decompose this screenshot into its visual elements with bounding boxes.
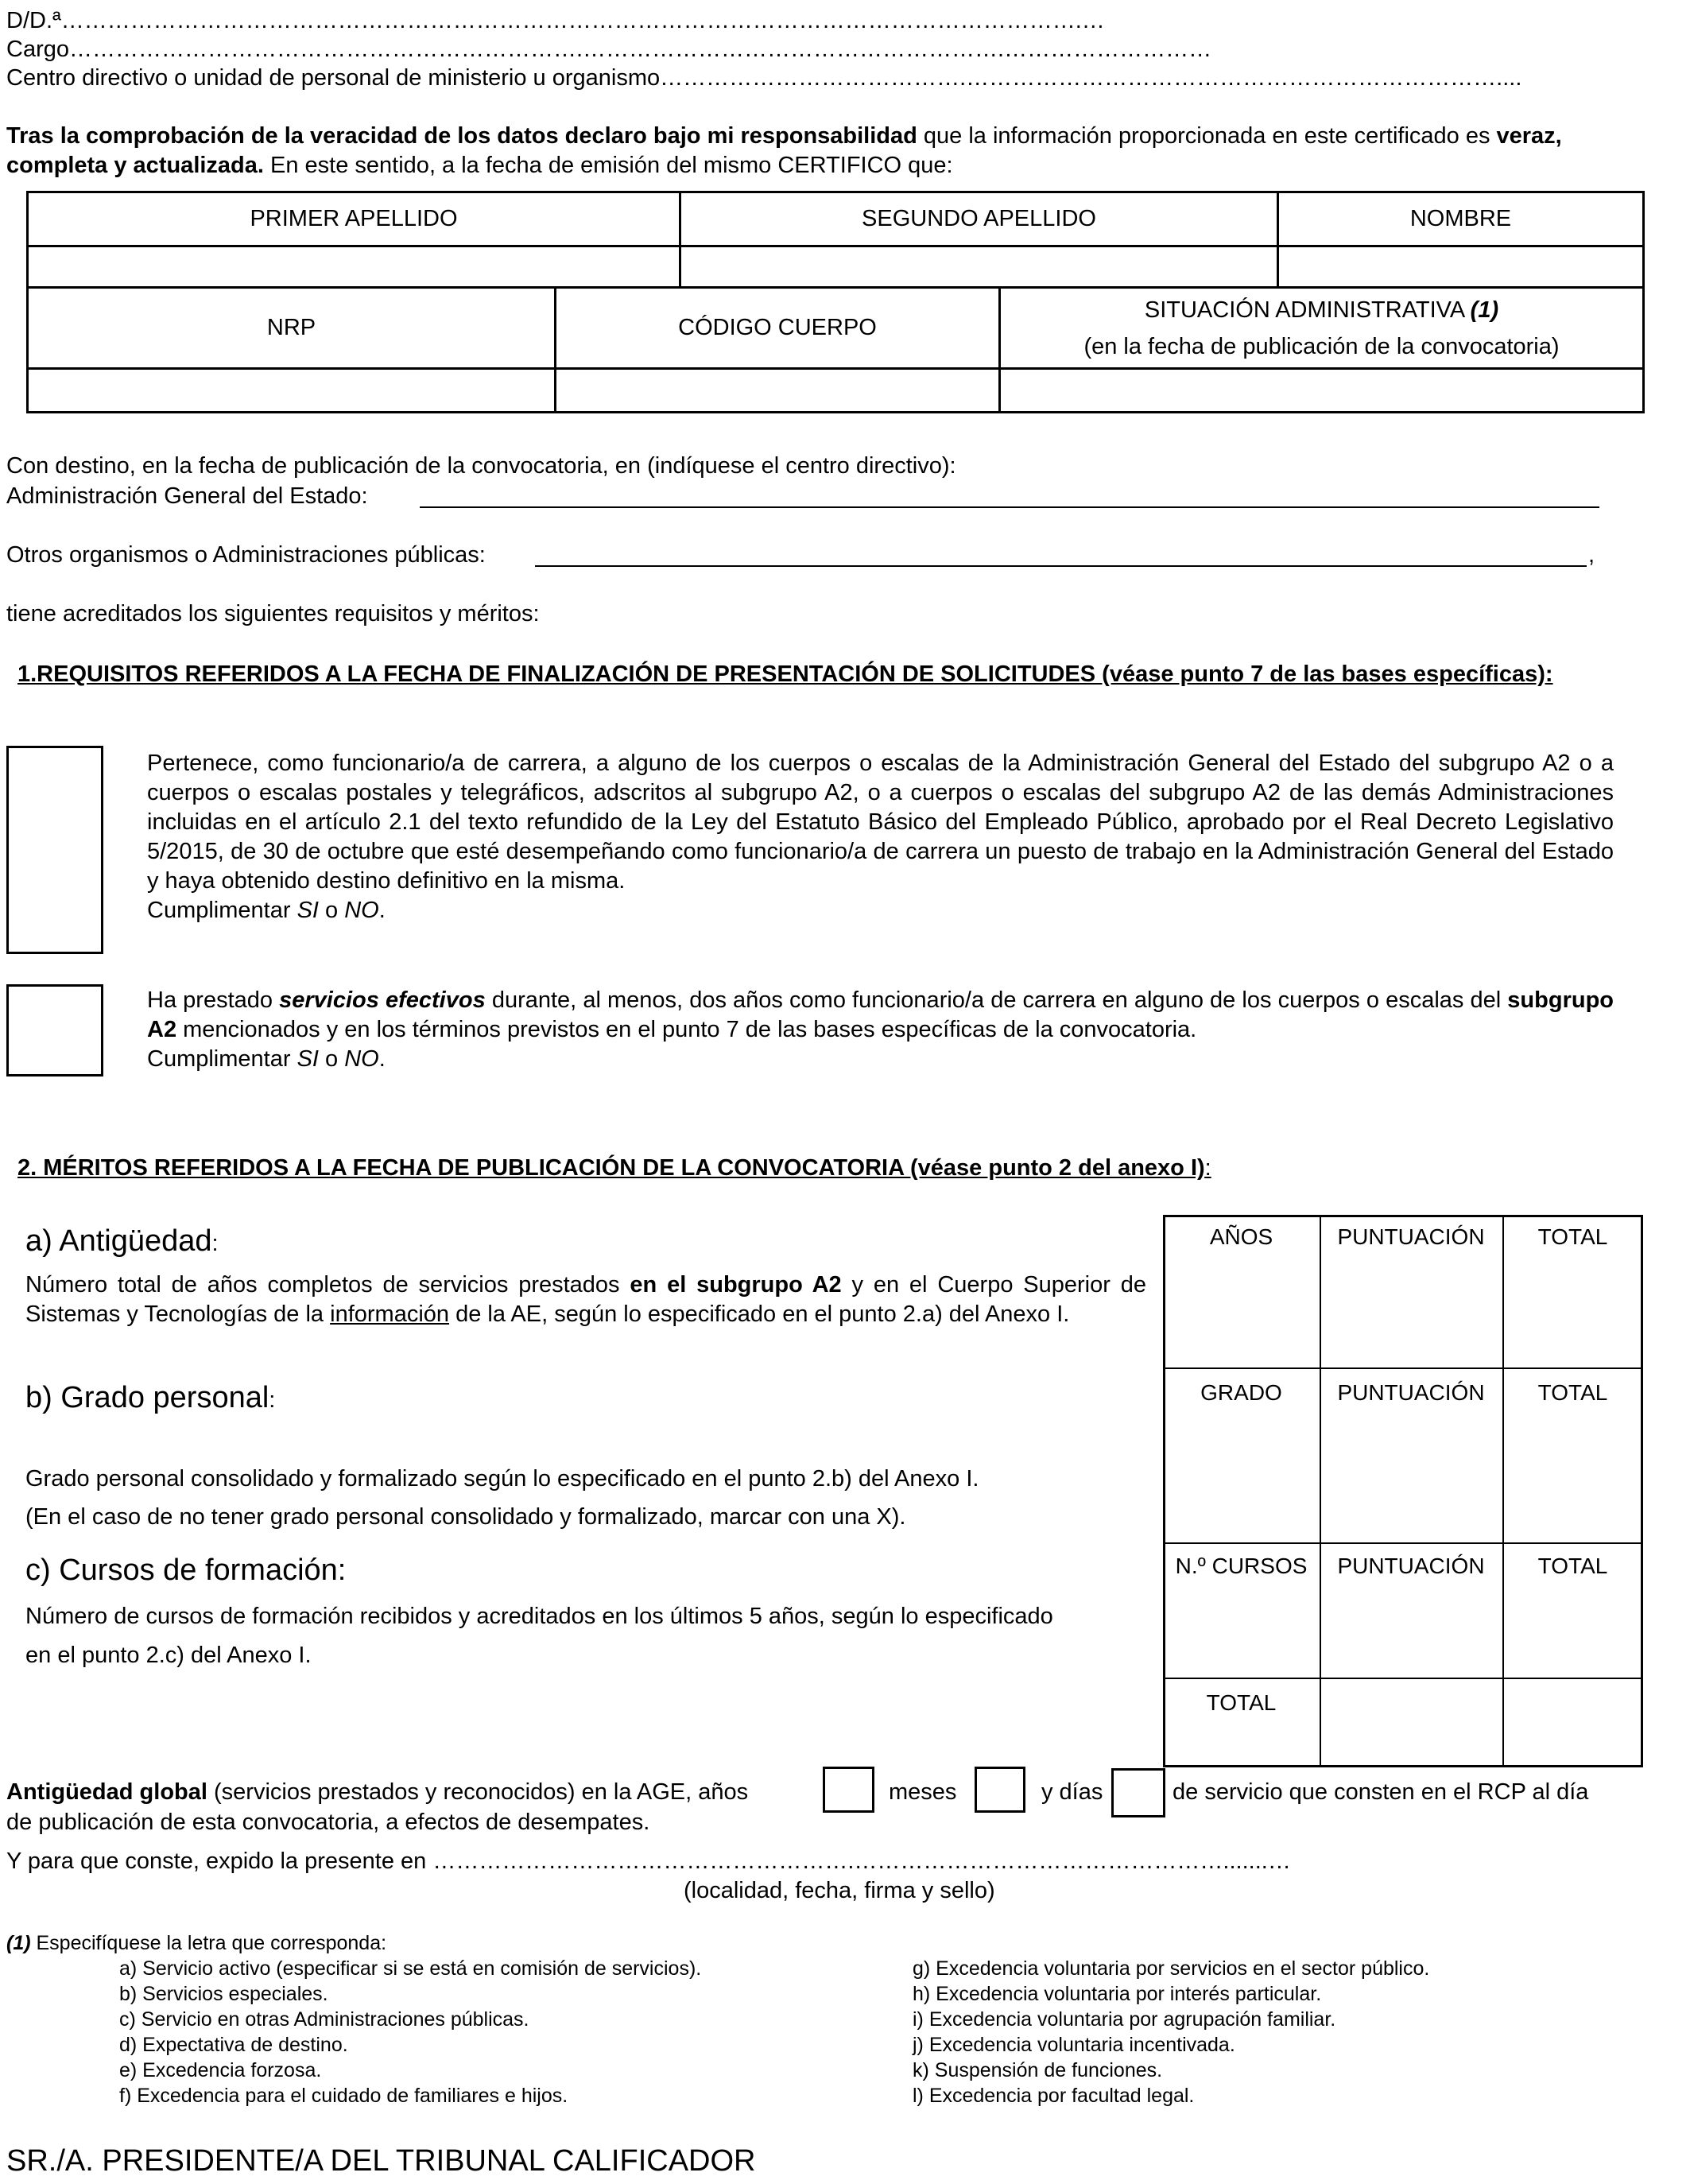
cargo-label: Cargo	[6, 37, 69, 62]
merits-head-total-c: TOTAL	[1537, 1554, 1608, 1578]
req2-dot: .	[378, 1046, 386, 1072]
merits-row-divider-2	[1163, 1542, 1643, 1544]
global-text: (servicios prestados y reconocidos) en la AGE, años	[207, 1779, 749, 1805]
merit-a-text	[25, 1270, 1146, 1329]
global-meses-label: meses	[889, 1779, 957, 1805]
merits-head-total-a: TOTAL	[1537, 1224, 1608, 1249]
footnote-ref: (1)	[6, 1932, 31, 1954]
req1-checkbox[interactable]	[6, 746, 103, 954]
footnote-left-list	[119, 1956, 701, 2108]
merit-b-title-text: b) Grado personal	[25, 1381, 269, 1414]
req2-checkbox[interactable]	[6, 984, 103, 1076]
segundo-apellido-input[interactable]	[680, 246, 1278, 288]
merits-head-puntuacion-c: PUNTUACIÓN	[1337, 1554, 1485, 1578]
global-label	[6, 1778, 748, 1806]
req2-no: NO	[344, 1046, 379, 1072]
merits-head-total-b: TOTAL	[1537, 1380, 1608, 1405]
merit-a-text1: Número total de años completos de servicios prestados	[25, 1272, 630, 1298]
global-rest: de servicio que consten en el RCP al día	[1173, 1779, 1589, 1805]
global-meses-box[interactable]	[975, 1767, 1025, 1813]
identity-table-admin	[26, 286, 1645, 413]
req1-no: NO	[344, 898, 379, 923]
req2-cumplimentar: Cumplimentar	[147, 1046, 297, 1072]
footnote-item-g: g) Excedencia voluntaria por servicios en el sector público.	[913, 1957, 1430, 1980]
footnote-intro	[6, 1930, 386, 1956]
primer-apellido-input[interactable]	[28, 246, 680, 288]
otros-comma: ,	[1588, 542, 1595, 568]
req1-dot: .	[378, 898, 386, 923]
intro-text-2: En este sentido, a la fecha de emisión del mismo CERTIFICO que:	[263, 153, 953, 178]
merit-c-text2: en el punto 2.c) del Anexo I.	[25, 1643, 312, 1668]
merit-a-colon: :	[211, 1231, 219, 1256]
situacion-label: SITUACIÓN ADMINISTRATIVA	[1144, 297, 1471, 323]
req2-bold: subgrupo A2	[147, 987, 1614, 1042]
section2-title	[17, 1154, 1211, 1182]
merit-b-text2: (En el caso de no tener grado personal consolidado y formalizado, marcar con una X).	[25, 1504, 906, 1530]
global-dias-label: y días	[1041, 1779, 1103, 1805]
merits-total-cell[interactable]	[1505, 1679, 1640, 1765]
merit-a-underline: información	[330, 1301, 450, 1327]
intro-bold-2: veraz, completa y actualizada.	[6, 123, 1562, 178]
footnote-item-k: k) Suspensión de funciones.	[913, 2059, 1163, 2081]
identity-table-names	[26, 191, 1645, 289]
merits-total-points-cell[interactable]	[1322, 1679, 1501, 1765]
merit-b-colon: :	[269, 1387, 276, 1413]
merits-total-label: TOTAL	[1206, 1690, 1277, 1715]
destino-intro: Con destino, en la fecha de publicación de la convocatoria, en (indíquese el centro directivo):	[6, 453, 956, 479]
req2-o: o	[318, 1046, 345, 1072]
req2-bi: servicios efectivos	[279, 987, 486, 1013]
footnote-intro-text: Especifíquese la letra que corresponda:	[30, 1932, 387, 1954]
dd-field	[6, 6, 1105, 35]
situacion-ref: (1)	[1470, 297, 1499, 323]
req1-o: o	[318, 898, 345, 923]
header-situacion	[1000, 288, 1644, 369]
footnote-item-b: b) Servicios especiales.	[119, 1983, 328, 2005]
footnote-item-a: a) Servicio activo (especificar si se está en comisión de servicios).	[119, 1957, 702, 1980]
merit-a-text2: y en el Cuerpo Superior de Sistemas y Tecnologías de la	[25, 1272, 1147, 1327]
footnote-item-d: d) Expectativa de destino.	[119, 2034, 348, 2056]
codigo-cuerpo-input[interactable]	[556, 369, 1000, 413]
req2-a: Ha prestado	[147, 987, 280, 1013]
footnote-item-e: e) Excedencia forzosa.	[119, 2059, 322, 2081]
req2-si: SI	[297, 1046, 319, 1072]
footnote-item-f: f) Excedencia para el cuidado de familiares e hijos.	[119, 2085, 568, 2107]
merit-c-title: c) Cursos de formación:	[25, 1554, 347, 1587]
global-bold: Antigüedad global	[6, 1779, 207, 1805]
section2-title-colon: :	[1204, 1155, 1211, 1181]
footnote-item-l: l) Excedencia por facultad legal.	[913, 2085, 1195, 2107]
merits-head-puntuacion-a: PUNTUACIÓN	[1337, 1224, 1485, 1249]
intro-text-1: que la información proporcionada en este certificado es	[917, 123, 1497, 149]
footnote-right-list	[913, 1956, 1429, 2108]
conste-dots[interactable]: ……………………………………………….………………………………………….......…	[432, 1848, 1291, 1874]
intro-bold-1: Tras la comprobación de la veracidad de los datos declaro bajo mi responsabilidad	[6, 123, 917, 149]
req2-c: mencionados y en los términos previstos en el punto 7 de las bases específicas de la convocatoria.	[176, 1017, 1197, 1042]
dd-dots[interactable]: …………………………………………………………………………………………………………………….…	[60, 8, 1105, 33]
req1-cumplimentar: Cumplimentar	[147, 898, 297, 923]
dd-label: D/D.ª	[6, 8, 61, 33]
header-codigo-cuerpo: CÓDIGO CUERPO	[556, 288, 1000, 369]
merit-a-text3: de la AE, según lo especificado en el punto 2.a) del Anexo I.	[449, 1301, 1070, 1327]
header-nombre: NOMBRE	[1278, 192, 1644, 246]
situacion-input[interactable]	[1000, 369, 1644, 413]
merit-b-text1: Grado personal consolidado y formalizado según lo especificado en el punto 2.b) del Anexo I.	[25, 1466, 979, 1492]
footnote-item-h: h) Excedencia voluntaria por interés particular.	[913, 1983, 1322, 2005]
closing-addressee: SR./A. PRESIDENTE/A DEL TRIBUNAL CALIFICADOR	[6, 2144, 756, 2178]
header-nrp: NRP	[28, 288, 556, 369]
otros-input-line[interactable]	[535, 544, 1587, 567]
req1-text	[147, 749, 1614, 925]
header-segundo-apellido: SEGUNDO APELLIDO	[680, 192, 1278, 246]
merits-head-anos: AÑOS	[1209, 1224, 1273, 1249]
section2-title-text: 2. MÉRITOS REFERIDOS A LA FECHA DE PUBLICACIÓN DE LA CONVOCATORIA (véase punto 2 del anexo I)	[17, 1155, 1205, 1181]
merit-a-title	[25, 1224, 219, 1259]
conste-line	[6, 1847, 1291, 1876]
footnote-item-c: c) Servicio en otras Administraciones públicas.	[119, 2008, 529, 2031]
merit-b-title	[25, 1381, 275, 1415]
req2-text	[147, 986, 1614, 1074]
global-dias-box[interactable]	[1111, 1768, 1165, 1817]
global-anos-box[interactable]	[823, 1767, 874, 1813]
footnote-item-i: i) Excedencia voluntaria por agrupación familiar.	[913, 2008, 1336, 2031]
conste-sub: (localidad, fecha, firma y sello)	[684, 1878, 995, 1903]
situacion-note: (en la fecha de publicación de la convocatoria)	[1083, 333, 1560, 359]
section1-title: 1.REQUISITOS REFERIDOS A LA FECHA DE FINALIZACIÓN DE PRESENTACIÓN DE SOLICITUDES (véase punto 7 de las bases específicas):	[17, 661, 1553, 687]
merits-col-divider-1	[1320, 1215, 1321, 1767]
cargo-field	[6, 35, 1211, 64]
merits-head-n-cursos: N.º CURSOS	[1175, 1554, 1308, 1578]
age-label: Administración General del Estado:	[6, 483, 368, 509]
age-input-line[interactable]	[420, 485, 1599, 508]
centro-label: Centro directivo o unidad de personal de ministerio u organismo	[6, 65, 661, 91]
merits-col-divider-2	[1502, 1215, 1504, 1767]
merits-head-grado: GRADO	[1200, 1380, 1282, 1405]
acreditados-text: tiene acreditados los siguientes requisitos y méritos:	[6, 601, 540, 626]
merits-head-puntuacion-b: PUNTUACIÓN	[1337, 1380, 1485, 1405]
global-line2: de publicación de esta convocatoria, a efectos de desempates.	[6, 1810, 650, 1835]
merit-a-title-text: a) Antigüedad	[25, 1224, 212, 1258]
centro-field	[6, 64, 1521, 92]
nombre-input[interactable]	[1278, 246, 1644, 288]
centro-dots[interactable]: ………………………………….……………………………………………………………....	[660, 65, 1522, 91]
merit-c-text1: Número de cursos de formación recibidos y acreditados en los últimos 5 años, según lo especificado	[25, 1604, 1053, 1629]
merits-row-divider-1	[1163, 1367, 1643, 1369]
req2-b: durante, al menos, dos años como funcionario/a de carrera en alguno de los cuerpos o escalas del	[485, 987, 1508, 1013]
header-primer-apellido: PRIMER APELLIDO	[28, 192, 680, 246]
conste-text: Y para que conste, expido la presente en	[6, 1848, 427, 1874]
intro-paragraph	[6, 122, 1628, 180]
otros-label: Otros organismos o Administraciones públicas:	[6, 542, 486, 568]
cargo-dots[interactable]: ………………………………………………………….……………………………………………….………………………	[69, 37, 1212, 62]
merit-a-bold: en el subgrupo A2	[630, 1272, 842, 1298]
nrp-input[interactable]	[28, 369, 556, 413]
req1-si: SI	[297, 898, 319, 923]
req1-body: Pertenece, como funcionario/a de carrera, a alguno de los cuerpos o escalas de la Administración General del Estado del subgrupo A2 o a cuerpos o escalas postales y telegráficos, adscritos al subgrupo A2, o a cuerpos o escalas del subgrupo A2 de las demás Administraciones incluidas en el artículo 2.1 del texto refundido de la Ley del Estatuto Básico del Empleado Público, aprobado por el Real Decreto Legislativo 5/2015, de 30 de octubre que esté desempeñando como funcionario/a de carrera un puesto de trabajo en la Administración General del Estado y haya obtenido destino definitivo en la misma.	[147, 751, 1614, 894]
footnote-item-j: j) Excedencia voluntaria incentivada.	[913, 2034, 1235, 2056]
